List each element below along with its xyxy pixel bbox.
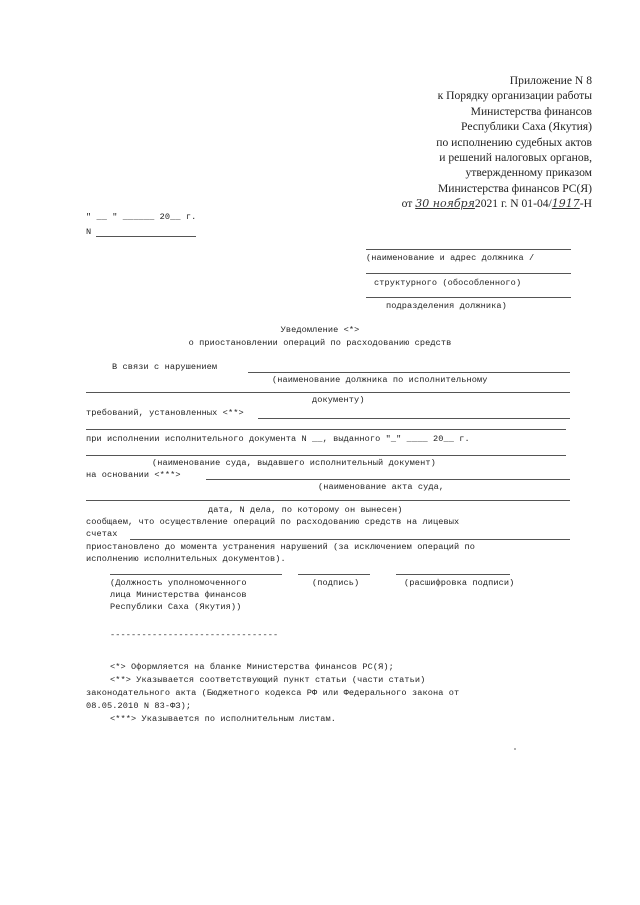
act-hint: (наименование акта суда, <box>318 482 445 492</box>
act-hint-2: дата, N дела, по которому он вынесен) <box>208 505 403 515</box>
signature-position-3: Республики Саха (Якутия)) <box>110 602 242 612</box>
addressee-line-2 <box>366 273 571 274</box>
appendix-header <box>402 73 592 212</box>
debtor-underline-2 <box>86 392 570 393</box>
body-line-5: сообщаем, что осуществление операций по расходованию средств на лицевых <box>86 517 460 527</box>
footnote-1: <*> Оформляется на бланке Министерства финансов РС(Я); <box>110 662 394 672</box>
requirements-underline-2 <box>86 429 566 430</box>
appendix-line: по исполнению судебных актов <box>436 135 592 149</box>
number-line: N <box>86 227 92 237</box>
order-date-handwritten: 30 ноября <box>415 197 475 211</box>
number-underline <box>96 236 196 237</box>
signature-underline <box>298 574 370 575</box>
position-underline <box>110 574 282 575</box>
appendix-line: Министерства финансов <box>470 104 592 118</box>
footnote-separator: -------------------------------- <box>110 630 279 640</box>
addressee-label-2: структурного (обособленного) <box>374 278 522 288</box>
addressee-label-3: подразделения должника) <box>386 301 507 311</box>
footnote-2a: <**> Указывается соответствующий пункт статьи (части статьи) <box>110 675 426 685</box>
document-title: Уведомление <*> <box>280 325 360 335</box>
appendix-line: к Порядку организации работы <box>437 89 592 103</box>
body-line-6: счетах <box>86 529 118 539</box>
signature-sign-label: (подпись) <box>312 578 360 588</box>
order-prefix: от <box>401 197 413 211</box>
body-line-7: приостановлено до момента устранения нарушений (за исключением операций по <box>86 542 476 552</box>
accounts-underline <box>130 539 570 540</box>
addressee-line-3 <box>366 297 571 298</box>
scan-speck <box>514 748 516 750</box>
document-subtitle: о приостановлении операций по расходованию средств <box>188 338 452 348</box>
signature-position-2: лица Министерства финансов <box>110 590 247 600</box>
decode-underline <box>396 574 510 575</box>
appendix-line: и решений налоговых органов, <box>439 151 592 165</box>
body-line-8: исполнению исполнительных документов). <box>86 554 286 564</box>
appendix-line: Республики Саха (Якутия) <box>461 120 592 134</box>
debtor-hint-2: документу) <box>312 395 365 405</box>
footnote-2c: 08.05.2010 N 83-ФЗ); <box>86 701 192 711</box>
appendix-line: утвержденному приказом <box>465 166 592 180</box>
signature-position-1: (Должность уполномоченного <box>110 578 247 588</box>
body-line-1: В связи с нарушением <box>112 362 218 372</box>
order-suffix: -Н <box>579 197 592 211</box>
body-line-4: на основании <***> <box>86 470 181 480</box>
court-underline <box>86 455 566 456</box>
act-underline <box>206 479 570 480</box>
signature-decode-label: (расшифровка подписи) <box>404 578 515 588</box>
requirements-underline <box>258 418 570 419</box>
order-mid: 2021 г. N 01-04/ <box>474 197 552 211</box>
addressee-line-1 <box>366 249 571 250</box>
order-reference <box>402 196 592 211</box>
debtor-underline <box>248 372 570 373</box>
addressee-label-1: (наименование и адрес должника / <box>366 253 535 263</box>
order-number-handwritten: 1917 <box>551 197 580 211</box>
appendix-line: Приложение N 8 <box>509 74 592 87</box>
body-line-2: требований, установленных <**> <box>86 408 244 418</box>
footnote-2b: законодательного акта (Бюджетного кодекса РФ или Федерального закона от <box>86 688 460 698</box>
footnote-3: <***> Указывается по исполнительным листам. <box>110 714 337 724</box>
act-underline-2 <box>86 500 570 501</box>
debtor-hint: (наименование должника по исполнительному <box>272 375 488 385</box>
appendix-line: Министерства финансов РС(Я) <box>437 181 592 195</box>
court-hint: (наименование суда, выдавшего исполнительный документ) <box>152 458 436 468</box>
body-line-3: при исполнении исполнительного документа N __, выданного "_" ____ 20__ г. <box>86 434 470 444</box>
date-line: " __ " ______ 20__ г. <box>86 212 197 222</box>
